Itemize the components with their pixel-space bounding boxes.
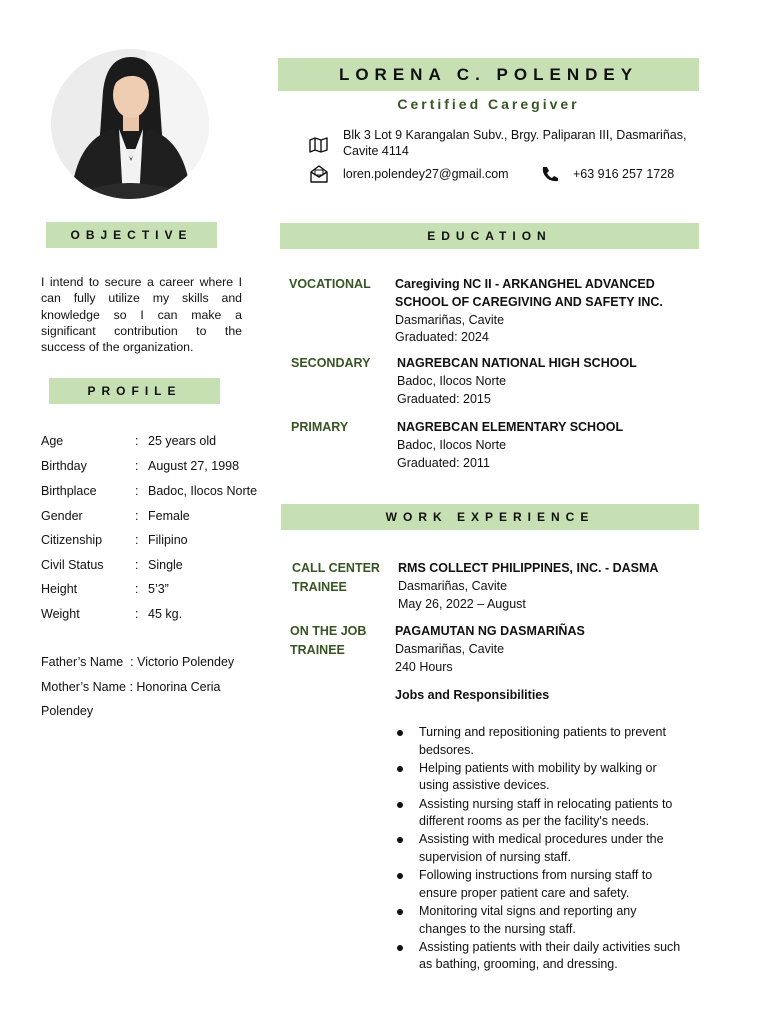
education-heading bbox=[280, 223, 699, 249]
graduation-year: Graduated: 2015 bbox=[397, 391, 491, 406]
responsibility-item bbox=[395, 831, 705, 866]
responsibility-line: as bathing, grooming, and dressing. bbox=[419, 957, 618, 972]
responsibility-line: Monitoring vital signs and reporting any bbox=[419, 903, 637, 918]
school-location: Badoc, Ilocos Norte bbox=[397, 437, 507, 452]
education-level: VOCATIONAL bbox=[289, 277, 371, 291]
responsibilities-list bbox=[395, 724, 705, 974]
responsibility-line: different rooms as per the facility's needs. bbox=[419, 814, 650, 829]
profile-separator: : bbox=[135, 459, 139, 473]
profile-key: Birthplace bbox=[41, 484, 97, 498]
candidate-name: LORENA C. POLENDEY bbox=[338, 64, 639, 84]
job-title: Certified Caregiver bbox=[397, 96, 580, 112]
person-photo-illustration bbox=[51, 49, 209, 199]
objective-heading-label: OBJECTIVE bbox=[70, 228, 193, 242]
mother-name-line-2: Polendey bbox=[41, 704, 94, 718]
profile-separator: : bbox=[135, 533, 139, 547]
responsibility-line: changes to the nursing staff. bbox=[419, 921, 576, 936]
graduation-year: Graduated: 2011 bbox=[397, 455, 490, 470]
profile-key: Birthday bbox=[41, 459, 87, 473]
education-level: SECONDARY bbox=[291, 356, 371, 370]
jobs-title: Jobs and Responsibilities bbox=[395, 688, 550, 702]
education-entry bbox=[397, 419, 697, 472]
address-line-1: Blk 3 Lot 9 Karangalan Subv., Brgy. Paliparan III, Dasmariñas, bbox=[343, 128, 687, 142]
education-level: PRIMARY bbox=[291, 420, 349, 434]
graduation-year: Graduated: 2024 bbox=[395, 330, 489, 345]
school-name-line-1: Caregiving NC II - ARKANGHEL ADVANCED bbox=[395, 277, 655, 291]
responsibility-line: supervision of nursing staff. bbox=[419, 849, 571, 864]
address-line-2: Cavite 4114 bbox=[343, 144, 409, 158]
responsibility-line: ensure proper patient care and safety. bbox=[419, 885, 630, 900]
work-role bbox=[290, 622, 366, 660]
education-entry bbox=[395, 276, 695, 347]
company-name: RMS COLLECT PHILIPPINES, INC. - DASMA bbox=[398, 561, 659, 575]
school-location: Badoc, Ilocos Norte bbox=[397, 373, 507, 388]
profile-value: 45 kg. bbox=[148, 607, 183, 621]
profile-value: Single bbox=[148, 558, 183, 572]
father-name: Father’s Name : Victorio Polendey bbox=[41, 655, 235, 669]
responsibility-item bbox=[395, 760, 705, 795]
profile-value: Badoc, Ilocos Norte bbox=[148, 484, 258, 498]
profile-key: Age bbox=[41, 434, 64, 448]
responsibility-line: Helping patients with mobility by walking or bbox=[419, 760, 657, 775]
work-role-line-2: TRAINEE bbox=[292, 580, 347, 594]
profile-separator: : bbox=[135, 558, 139, 572]
profile-value: Female bbox=[148, 509, 190, 523]
responsibility-line: Assisting with medical procedures under the bbox=[419, 832, 664, 847]
profile-key: Height bbox=[41, 582, 78, 596]
mother-name-line-1: Mother’s Name : Honorina Ceria bbox=[41, 679, 221, 694]
profile-value: Filipino bbox=[148, 533, 188, 547]
responsibility-line: Assisting patients with their daily activities such bbox=[419, 939, 681, 954]
profile-heading bbox=[49, 378, 220, 404]
profile-separator: : bbox=[135, 484, 139, 498]
responsibility-item bbox=[395, 724, 705, 759]
responsibility-line: bedsores. bbox=[419, 742, 474, 757]
school-name: NAGREBCAN ELEMENTARY SCHOOL bbox=[397, 420, 624, 434]
responsibility-line: using assistive devices. bbox=[419, 778, 550, 793]
objective-text: I intend to secure a career where I can fully utilize my skills and knowledge so I can make a significant contribution to the success of the organization. bbox=[41, 275, 242, 355]
profile-value: 25 years old bbox=[148, 434, 217, 448]
profile-value: August 27, 1998 bbox=[148, 459, 240, 473]
responsibility-item bbox=[395, 867, 705, 902]
name-banner bbox=[278, 58, 699, 91]
education-heading-label: EDUCATION bbox=[427, 229, 552, 243]
work-role-line-1: CALL CENTER bbox=[292, 561, 380, 575]
profile-photo bbox=[51, 49, 209, 199]
work-experience-heading bbox=[281, 504, 699, 530]
phone-icon bbox=[540, 165, 560, 188]
company-name: PAGAMUTAN NG DASMARIÑAS bbox=[395, 624, 585, 638]
profile-key: Gender bbox=[41, 509, 83, 523]
responsibility-item bbox=[395, 939, 705, 974]
phone-number[interactable]: +63 916 257 1728 bbox=[573, 167, 675, 181]
school-location: Dasmariñas, Cavite bbox=[395, 312, 505, 327]
work-role-line-2: TRAINEE bbox=[290, 643, 345, 657]
parents-info bbox=[41, 650, 261, 724]
objective-heading bbox=[46, 222, 217, 248]
profile-separator: : bbox=[135, 434, 139, 448]
profile-key: Civil Status bbox=[41, 558, 104, 572]
responsibility-line: Assisting nursing staff in relocating patients to bbox=[419, 796, 673, 811]
work-role bbox=[292, 559, 380, 597]
education-entry bbox=[397, 355, 697, 408]
profile-value: 5’3” bbox=[148, 582, 169, 596]
responsibility-line: Following instructions from nursing staff to bbox=[419, 868, 653, 883]
map-icon bbox=[309, 136, 329, 159]
profile-separator: : bbox=[135, 607, 139, 621]
company-location: Dasmariñas, Cavite bbox=[398, 578, 508, 593]
work-role-line-1: ON THE JOB bbox=[290, 624, 367, 638]
address bbox=[343, 127, 703, 159]
responsibility-item bbox=[395, 796, 705, 831]
envelope-icon bbox=[309, 165, 329, 188]
work-entry bbox=[398, 560, 698, 613]
work-period: 240 Hours bbox=[395, 659, 453, 674]
responsibility-item bbox=[395, 903, 705, 938]
profile-separator: : bbox=[135, 582, 139, 596]
profile-key: Citizenship bbox=[41, 533, 103, 547]
work-experience-heading-label: WORK EXPERIENCE bbox=[385, 510, 595, 524]
profile-key: Weight bbox=[41, 607, 80, 621]
school-name-line-2: SCHOOL OF CAREGIVING AND SAFETY INC. bbox=[395, 294, 663, 309]
work-entry bbox=[395, 623, 695, 676]
work-period: May 26, 2022 – August bbox=[398, 596, 526, 611]
school-name: NAGREBCAN NATIONAL HIGH SCHOOL bbox=[397, 356, 637, 370]
profile-separator: : bbox=[135, 509, 139, 523]
profile-heading-label: PROFILE bbox=[87, 384, 182, 398]
company-location: Dasmariñas, Cavite bbox=[395, 641, 505, 656]
responsibility-line: Turning and repositioning patients to prevent bbox=[419, 725, 666, 739]
email-address[interactable]: loren.polendey27@gmail.com bbox=[343, 167, 509, 181]
